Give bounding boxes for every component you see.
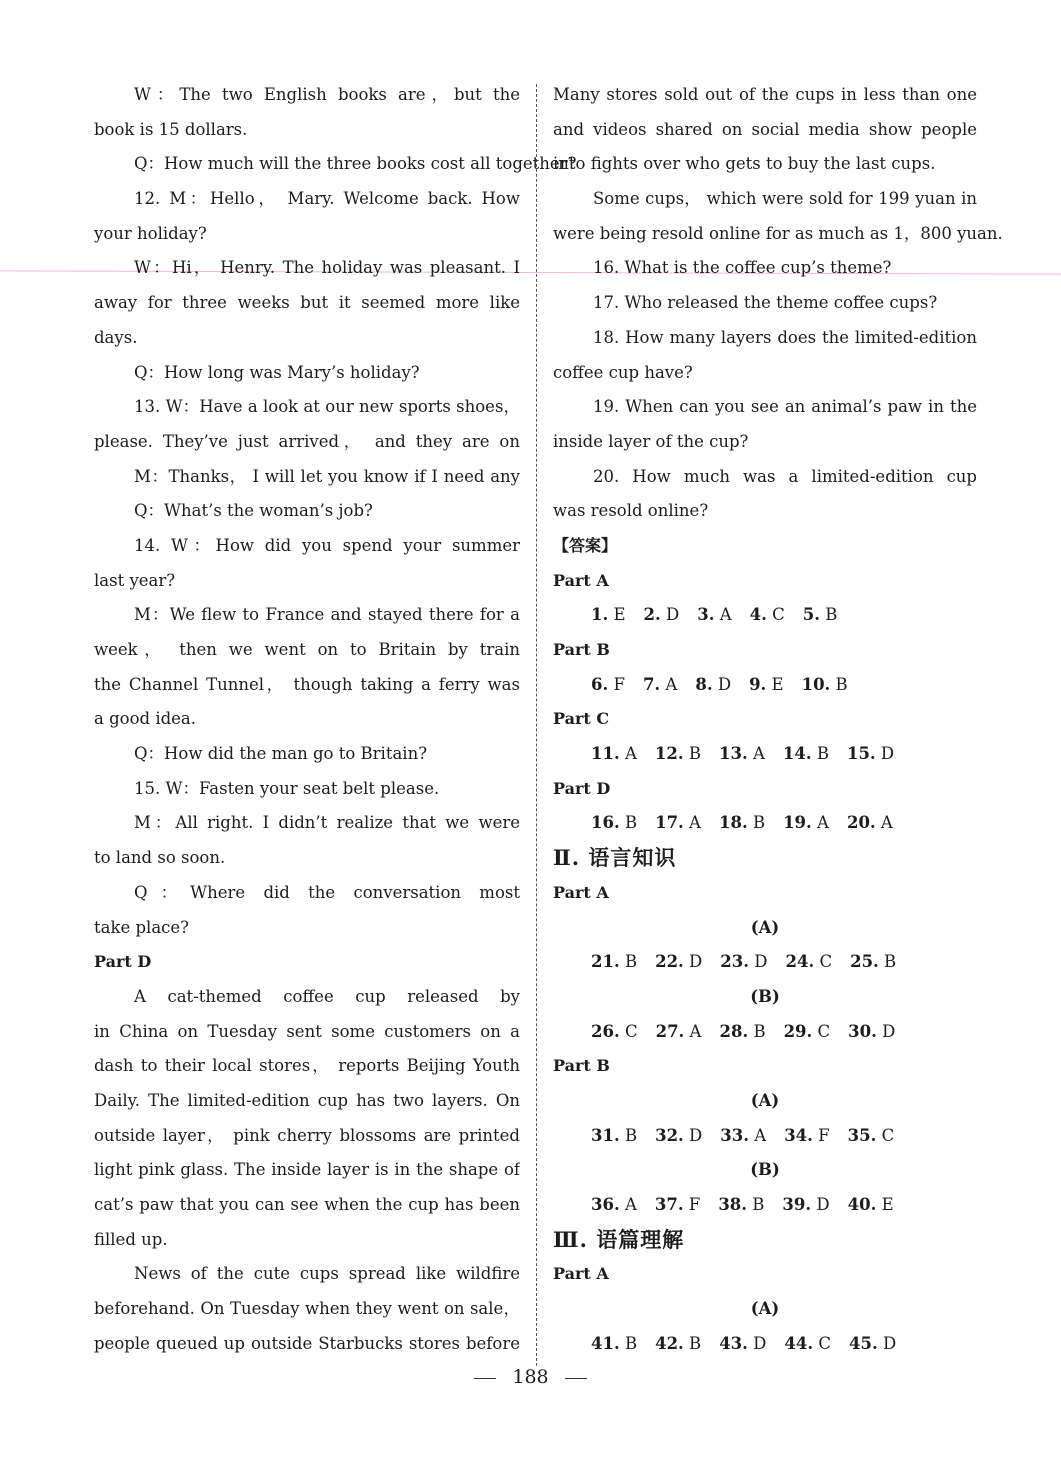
text-line: Q：What’s the woman’s job? bbox=[134, 501, 373, 521]
column-divider bbox=[536, 84, 537, 1366]
text-line: were being resold online for as much as 1，800 yuan. bbox=[553, 223, 1003, 243]
part-heading: Part A bbox=[553, 570, 609, 590]
answer-row bbox=[553, 1188, 977, 1223]
answer-item: 41. B bbox=[591, 1333, 638, 1353]
answer-row bbox=[553, 1327, 977, 1362]
answer-item: 43. D bbox=[719, 1333, 767, 1353]
answer-item: 29. C bbox=[783, 1021, 831, 1041]
text-line: to land so soon. bbox=[94, 848, 226, 868]
text-line: 19. When can you see an animal’s paw in the bbox=[593, 397, 977, 417]
text-line: cat’s paw that you can see when the cup has been bbox=[94, 1195, 520, 1214]
text-line: 20. How much was a limited-edition cup bbox=[593, 466, 977, 486]
text-line: News of the cute cups spread like wildfire bbox=[134, 1264, 520, 1284]
text-line: 13. W：Have a look at our new sports shoes， bbox=[134, 397, 520, 417]
answer-item: 22. D bbox=[655, 952, 703, 972]
text-line: Q：How long was Mary’s holiday? bbox=[134, 362, 420, 382]
part-heading: Part C bbox=[553, 709, 610, 729]
part-heading: Part B bbox=[553, 640, 610, 659]
answer-item: 39. D bbox=[782, 1195, 830, 1214]
section-title: Ⅲ. 语篇理解 bbox=[553, 1226, 685, 1252]
subsection-label: (B) bbox=[750, 1160, 780, 1180]
text-line: outside layer， pink cherry blossoms are printed bbox=[94, 1125, 520, 1145]
answer-item: 5. B bbox=[802, 605, 838, 625]
text-line: away for three weeks but it seemed more like bbox=[94, 293, 520, 313]
text-line: dash to their local stores， reports Beijing Youth bbox=[94, 1056, 520, 1076]
answer-item: 7. A bbox=[642, 674, 678, 694]
answer-item: 31. B bbox=[591, 1125, 638, 1145]
answer-item: 18. B bbox=[718, 813, 766, 833]
answer-item: 21. B bbox=[591, 952, 638, 972]
text-line: M：All right. I didn’t realize that we were bbox=[134, 813, 520, 833]
text-line: Some cups， which were sold for 199 yuan in bbox=[593, 189, 977, 209]
answer-item: 36. A bbox=[591, 1195, 637, 1214]
text-line: week， then we went on to Britain by train bbox=[94, 640, 520, 659]
text-line: in China on Tuesday sent some customers on a bbox=[94, 1021, 520, 1041]
text-line: filled up. bbox=[94, 1229, 168, 1249]
page-number-text: 188 bbox=[512, 1366, 549, 1388]
part-heading: Part A bbox=[553, 1264, 609, 1284]
text-line: the Channel Tunnel， though taking a ferry was bbox=[94, 674, 520, 694]
answer-item: 4. C bbox=[749, 605, 785, 625]
answer-item: 20. A bbox=[846, 813, 893, 833]
text-line: coffee cup have? bbox=[553, 362, 693, 382]
text-line: light pink glass. The inside layer is in the shape of bbox=[94, 1160, 520, 1180]
answer-item: 9. E bbox=[749, 674, 784, 694]
text-line: a good idea. bbox=[94, 709, 197, 729]
answer-item: 44. C bbox=[784, 1333, 831, 1353]
text-line: 18. How many layers does the limited-edition bbox=[593, 327, 977, 347]
answer-item: 14. B bbox=[782, 744, 829, 764]
answer-item: 23. D bbox=[720, 952, 768, 972]
answer-item: 19. A bbox=[783, 813, 829, 833]
section-heading: Part D bbox=[94, 952, 152, 972]
answer-item: 32. D bbox=[655, 1125, 703, 1145]
text-line: W：Hi， Henry. The holiday was pleasant. I bbox=[134, 258, 520, 278]
text-line: was resold online? bbox=[553, 501, 709, 521]
right-column bbox=[553, 78, 1003, 1361]
answer-row bbox=[553, 598, 977, 633]
answer-item: 12. B bbox=[654, 744, 701, 764]
answer-item: 40. E bbox=[847, 1195, 894, 1214]
text-line: 17. Who released the theme coffee cups? bbox=[593, 293, 938, 313]
answer-item: 28. B bbox=[719, 1021, 766, 1041]
answer-item: 17. A bbox=[655, 813, 701, 833]
text-line: 14. W：How did you spend your summer bbox=[134, 535, 520, 555]
left-column bbox=[94, 78, 577, 1361]
text-line: inside layer of the cup? bbox=[553, 431, 749, 451]
subsection-label: (A) bbox=[750, 917, 780, 937]
text-line: Many stores sold out of the cups in less than one bbox=[553, 85, 977, 104]
answer-item: 27. A bbox=[655, 1021, 702, 1041]
text-line: and videos shared on social media show people bbox=[553, 119, 977, 139]
answer-item: 37. F bbox=[654, 1195, 701, 1214]
part-heading: Part A bbox=[553, 882, 609, 902]
subsection-label: (B) bbox=[750, 986, 780, 1006]
answer-item: 16. B bbox=[591, 813, 638, 833]
answer-row bbox=[553, 945, 977, 980]
answer-row bbox=[553, 668, 977, 703]
part-heading: Part B bbox=[553, 1056, 610, 1076]
text-line: your holiday? bbox=[94, 223, 207, 243]
answer-item: 10. B bbox=[801, 674, 848, 694]
text-line: 16. What is the coffee cup’s theme? bbox=[593, 258, 892, 278]
text-line: Q：Where did the conversation most bbox=[134, 882, 520, 902]
answer-item: 1. E bbox=[591, 605, 626, 625]
answer-item: 25. B bbox=[850, 952, 897, 972]
page-number bbox=[0, 1366, 1061, 1388]
text-line: book is 15 dollars. bbox=[94, 119, 248, 139]
text-line: people queued up outside Starbucks stores before bbox=[94, 1333, 520, 1353]
answer-item: 33. A bbox=[720, 1125, 767, 1145]
answer-row bbox=[553, 1015, 977, 1050]
answer-item: 15. D bbox=[846, 744, 895, 764]
answer-row bbox=[553, 1119, 977, 1154]
answer-item: 13. A bbox=[718, 744, 765, 764]
answer-item: 34. F bbox=[784, 1125, 830, 1145]
text-line: Q：How did the man go to Britain? bbox=[134, 744, 428, 764]
text-line: 15. W：Fasten your seat belt please. bbox=[134, 778, 440, 798]
answer-item: 38. B bbox=[718, 1195, 765, 1214]
answer-key bbox=[553, 529, 977, 1362]
answers-label: 【答案】 bbox=[553, 535, 618, 555]
answer-item: 24. C bbox=[785, 952, 833, 972]
text-line: 12. M：Hello， Mary. Welcome back. How bbox=[134, 189, 520, 209]
text-line: M：We flew to France and stayed there for a bbox=[134, 605, 520, 625]
answer-item: 30. D bbox=[848, 1021, 896, 1041]
text-line: beforehand. On Tuesday when they went on sale， bbox=[94, 1299, 520, 1319]
text-line: Daily. The limited-edition cup has two layers. On bbox=[94, 1090, 520, 1110]
answer-row bbox=[553, 806, 977, 841]
passage-continuation bbox=[553, 78, 1003, 529]
answer-item: 3. A bbox=[697, 605, 732, 625]
text-line: M：Thanks， I will let you know if I need any bbox=[134, 466, 520, 486]
text-line: Q：How much will the three books cost all together? bbox=[134, 154, 577, 174]
answer-item: 2. D bbox=[643, 605, 680, 625]
text-line: A cat-themed coffee cup released by bbox=[134, 986, 520, 1006]
answer-item: 26. C bbox=[591, 1021, 638, 1041]
part-heading: Part D bbox=[553, 778, 611, 798]
subsection-label: (A) bbox=[750, 1090, 780, 1110]
text-line: take place? bbox=[94, 917, 190, 937]
text-line: days. bbox=[94, 327, 138, 347]
subsection-label: (A) bbox=[750, 1299, 780, 1319]
text-line: last year? bbox=[94, 570, 176, 590]
text-line: into fights over who gets to buy the last cups. bbox=[553, 154, 936, 174]
answer-item: 11. A bbox=[591, 744, 637, 764]
answer-item: 6. F bbox=[591, 674, 625, 694]
answer-item: 42. B bbox=[655, 1333, 702, 1353]
answer-item: 45. D bbox=[848, 1333, 897, 1353]
section-title: Ⅱ. 语言知识 bbox=[553, 845, 677, 871]
answer-row bbox=[553, 737, 977, 772]
answer-item: 35. C bbox=[847, 1125, 895, 1145]
answer-item: 8. D bbox=[695, 674, 732, 694]
text-line: W：The two English books are，but the bbox=[134, 85, 520, 104]
text-line: please. They’ve just arrived， and they are on bbox=[94, 431, 520, 451]
